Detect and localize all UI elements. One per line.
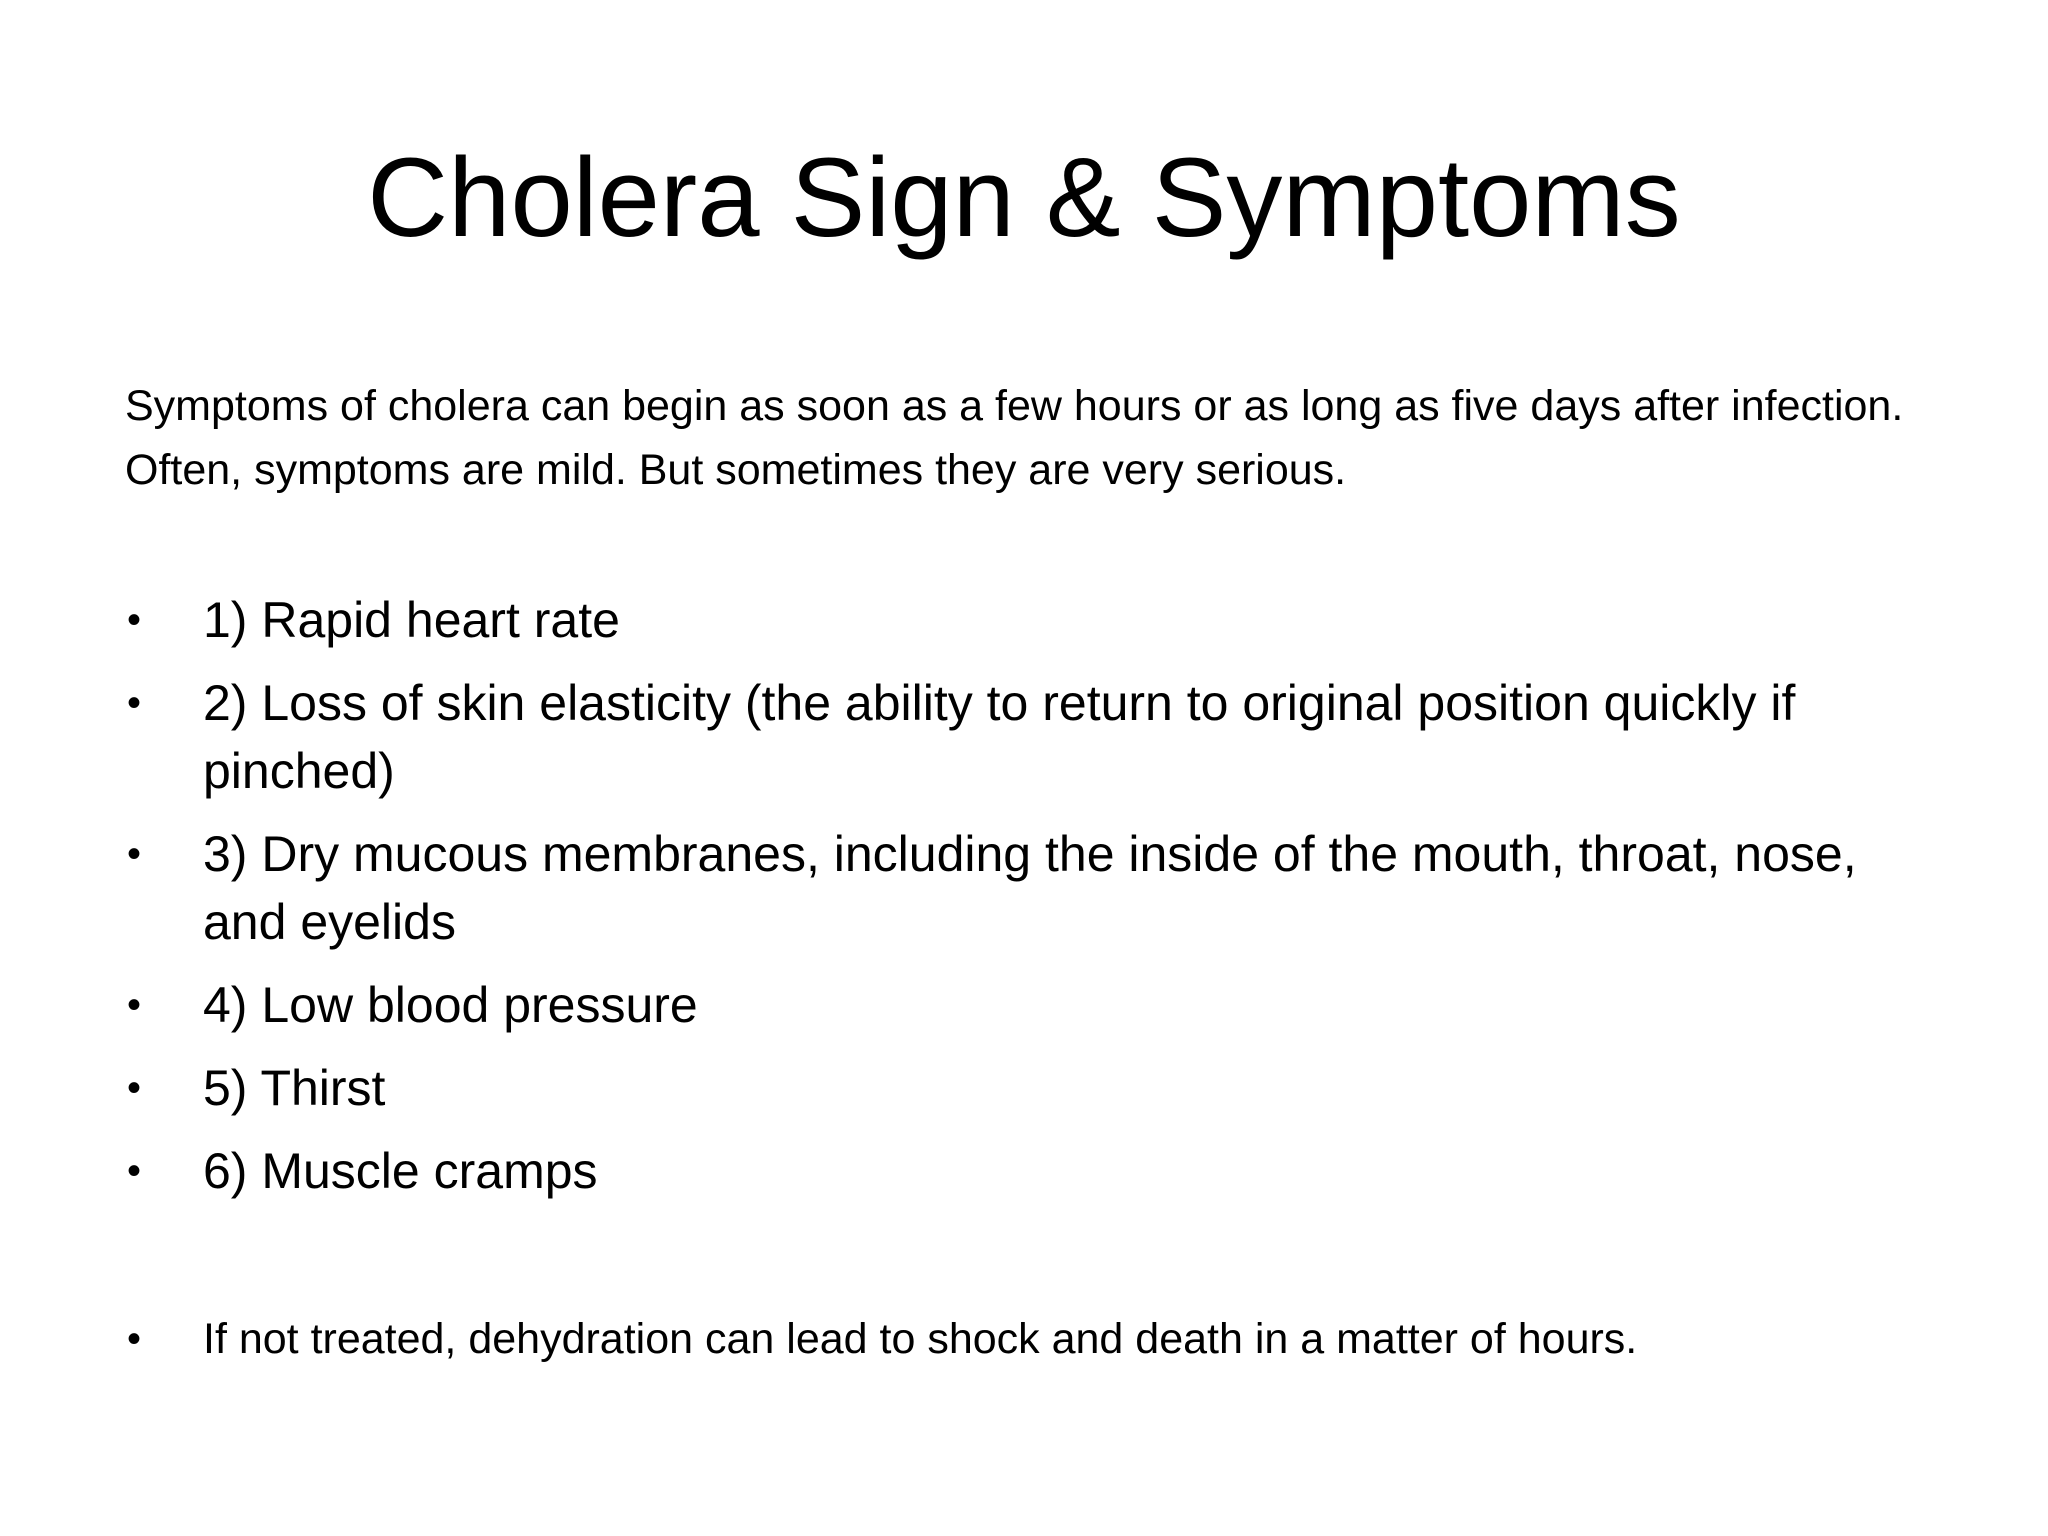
- list-item-text: 3) Dry mucous membranes, including the inside of the mouth, throat, nose, and eyelids: [203, 826, 1857, 950]
- list-item: [125, 1054, 1935, 1122]
- list-item: [125, 669, 1935, 805]
- intro-paragraph: Symptoms of cholera can begin as soon as a few hours or as long as five days after infection. Often, symptoms are mild. But sometimes they are very serious.: [125, 382, 1904, 494]
- warning-text: If not treated, dehydration can lead to shock and death in a matter of hours.: [203, 1315, 1638, 1363]
- symptom-list: [125, 586, 1935, 1386]
- bullet-icon: •: [127, 1317, 142, 1361]
- bullet-icon: •: [127, 832, 142, 876]
- list-item-text: 4) Low blood pressure: [203, 977, 698, 1033]
- list-item: [125, 1137, 1935, 1205]
- bullet-icon: •: [127, 598, 142, 642]
- list-item-text: 6) Muscle cramps: [203, 1143, 598, 1199]
- list-item-text: 1) Rapid heart rate: [203, 592, 620, 648]
- bullet-icon: •: [127, 681, 142, 725]
- slide-title: Cholera Sign & Symptoms: [367, 135, 1681, 260]
- bullet-icon: •: [127, 1149, 142, 1193]
- list-item: [125, 971, 1935, 1039]
- list-item: [125, 586, 1935, 654]
- list-item: [125, 820, 1935, 956]
- warning-item: [125, 1307, 1935, 1371]
- bullet-icon: •: [127, 1066, 142, 1110]
- list-item-text: 5) Thirst: [203, 1060, 386, 1116]
- list-item-text: 2) Loss of skin elasticity (the ability to return to original position quickly if pinched): [203, 675, 1796, 799]
- bullet-icon: •: [127, 983, 142, 1027]
